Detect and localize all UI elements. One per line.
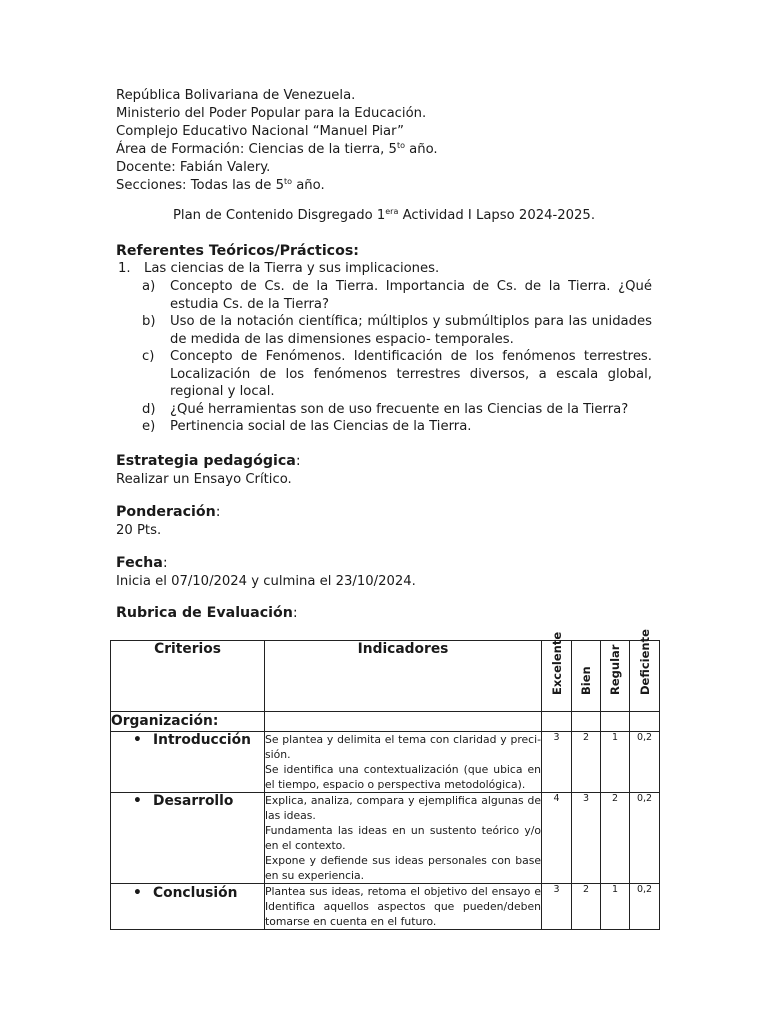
header-bien: Bien [572, 641, 601, 712]
header-excelente: Excelente [542, 641, 572, 712]
bullet-icon: • [133, 793, 142, 809]
referentes-list [116, 260, 652, 436]
table-row [111, 793, 660, 884]
bullet-icon: • [133, 732, 142, 748]
document-header [116, 87, 676, 195]
header-line-ministry: Ministerio del Poder Popular para la Educación. [116, 106, 427, 121]
criterio-desarrollo: • Desarrollo [111, 793, 265, 884]
fecha-title: Fecha: [116, 555, 168, 571]
header-line-area: Área de Formación: Ciencias de la tierra, $5^{to}$ año. [116, 141, 438, 157]
header-criterios: Criterios [111, 641, 265, 712]
header-line-school: Complejo Educativo Nacional “Manuel Piar” [116, 124, 404, 139]
sub-item-b: b) Uso de la notación científica; múltiplos y submúltiplos para las unidades de medida de las dimensiones espacio- temporales. [142, 314, 652, 347]
table-row [111, 884, 660, 930]
sub-item-c: c) Concepto de Fenómenos. Identificación de los fenómenos terrestres. Localización de los fenómenos terrestres diversos, a escala global, regional y local. [142, 349, 652, 399]
rubric-table [110, 629, 660, 930]
indicadores-desarrollo: Explica, analiza, compara y ejemplifica algunas de las ideas. Fundamenta las ideas en un sustento teórico y/o en el contexto. Expone y defiende sus ideas personales con base en su experiencia. [265, 794, 541, 882]
score-excelente: 4 [542, 793, 572, 884]
header-line-republic: República Bolivariana de Venezuela. [116, 88, 356, 103]
score-regular: 1 [601, 732, 630, 793]
list-item: 1. Las ciencias de la Tierra y sus implicaciones. [118, 261, 440, 276]
group-organizacion: Organización: [111, 712, 265, 732]
referentes-title: Referentes Teóricos/Prácticos: [116, 243, 359, 259]
score-bien: 2 [572, 732, 601, 793]
estrategia-text: Realizar un Ensayo Crítico. [116, 472, 292, 487]
score-regular: 2 [601, 793, 630, 884]
score-bien: 2 [572, 884, 601, 930]
score-excelente: 3 [542, 732, 572, 793]
sub-item-e: e) Pertinencia social de las Ciencias de la Tierra. [142, 419, 472, 434]
score-deficiente: 0,2 [630, 884, 660, 930]
score-deficiente: 0,2 [630, 793, 660, 884]
header-indicadores: Indicadores [265, 641, 542, 712]
table-header-row [111, 641, 660, 712]
plan-title: Plan de Contenido Disgregado $1^{era}$ Actividad I Lapso 2024-2025. [172, 207, 596, 223]
header-line-sections: Secciones: Todas las de $5^{to}$ año. [116, 177, 325, 193]
score-bien: 3 [572, 793, 601, 884]
score-regular: 1 [601, 884, 630, 930]
indicadores-conclusion: Plantea sus ideas, retoma el objetivo del ensayo e Identifica aquellos aspectos que pueden/deben tomarse en cuenta en el futuro. [265, 885, 541, 928]
header-regular: Regular [601, 641, 630, 712]
bullet-icon: • [133, 885, 142, 901]
ponderacion-title: Ponderación: [116, 504, 221, 520]
rubrica-title: Rubrica de Evaluación: [116, 605, 298, 621]
indicadores-introduccion: Se plantea y delimita el tema con claridad y preci-sión. Se identifica una contextualización (que ubica en el tiempo, espacio o perspectiva metodológica). [265, 733, 541, 791]
criterio-introduccion: • Introducción [111, 732, 265, 793]
criterio-conclusion: • Conclusión [111, 884, 265, 930]
table-row [111, 732, 660, 793]
score-deficiente: 0,2 [630, 732, 660, 793]
sub-item-a: a) Concepto de Cs. de la Tierra. Importancia de Cs. de la Tierra. ¿Qué estudia Cs. de la Tierra? [142, 279, 652, 312]
ponderacion-text: 20 Pts. [116, 523, 162, 538]
sub-item-d: d) ¿Qué herramientas son de uso frecuente en las Ciencias de la Tierra? [142, 401, 629, 417]
table-row-group [111, 712, 660, 732]
header-deficiente: Deficiente [630, 641, 660, 712]
score-excelente: 3 [542, 884, 572, 930]
estrategia-title: Estrategia pedagógica: [116, 453, 301, 469]
fecha-text: Inicia el 07/10/2024 y culmina el 23/10/2024. [116, 574, 416, 589]
header-line-teacher: Docente: Fabián Valery. [116, 160, 271, 175]
